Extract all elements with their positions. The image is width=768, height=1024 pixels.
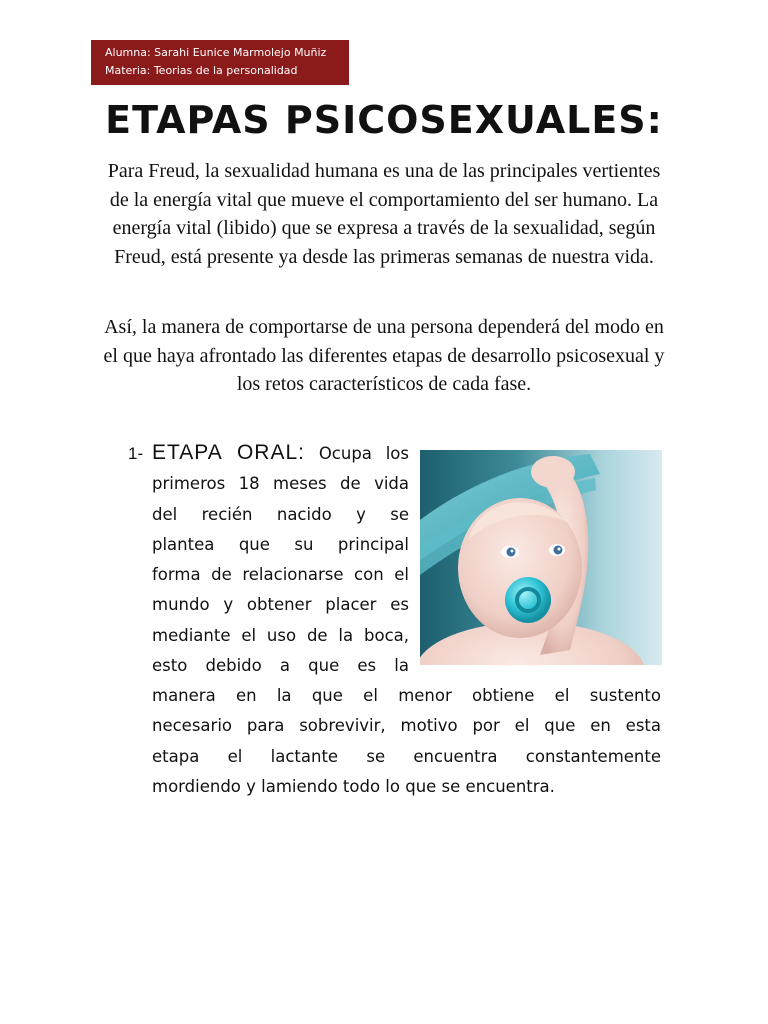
stage-line: Ocupa los [318, 444, 409, 463]
stage-line: mordiendo y lamiendo todo lo que se encuentra. [152, 776, 555, 796]
stage-line: manera en la que el menor obtiene el sustento [152, 686, 661, 705]
stage-line: mundo y obtener placer es [152, 595, 409, 615]
intro-paragraph-1: Para Freud, la sexualidad humana es una de las principales vertientes de la energía vital que mueve el comportamiento del ser humano. La energía vital (libido) que se expresa a través de la sexualidad, según Freud, está presente ya desde las primeras semanas de nuestra vida. [107, 160, 661, 268]
subject-name: Materia: Teorias de la personalidad [105, 64, 298, 77]
stage-title: ETAPA ORAL: [152, 441, 305, 464]
stage-first-line [152, 438, 409, 469]
stage-text-full-width [152, 681, 661, 802]
stage-line: del recién nacido y se [152, 504, 409, 524]
stage-line: etapa el lactante se encuentra constantemente [152, 746, 661, 766]
stage-line: plantea que su principal [152, 534, 409, 554]
student-name: Alumna: Sarahi Eunice Marmolejo Muñiz [105, 46, 327, 59]
stage-number: 1- [128, 444, 144, 463]
stage-line: mediante el uso de la boca, [152, 625, 409, 645]
author-info-box [91, 40, 349, 85]
baby-photo [420, 450, 662, 665]
stage-line: primeros 18 meses de vida [152, 474, 409, 494]
stage-text-beside-photo [152, 438, 409, 681]
baby-with-pacifier-illustration [420, 450, 662, 665]
intro-paragraph-2: Así, la manera de comportarse de una persona dependerá del modo en el que haya afrontado las diferentes etapas de desarrollo psicosexual y los retos característicos de cada fase. [103, 316, 665, 395]
stage-line: necesario para sobrevivir, motivo por el que en esta [152, 716, 661, 736]
stage-line: esto debido a que es la [152, 656, 409, 676]
stage-line: forma de relacionarse con el [152, 565, 409, 585]
page-title: ETAPAS PSICOSEXUALES: [105, 98, 663, 142]
